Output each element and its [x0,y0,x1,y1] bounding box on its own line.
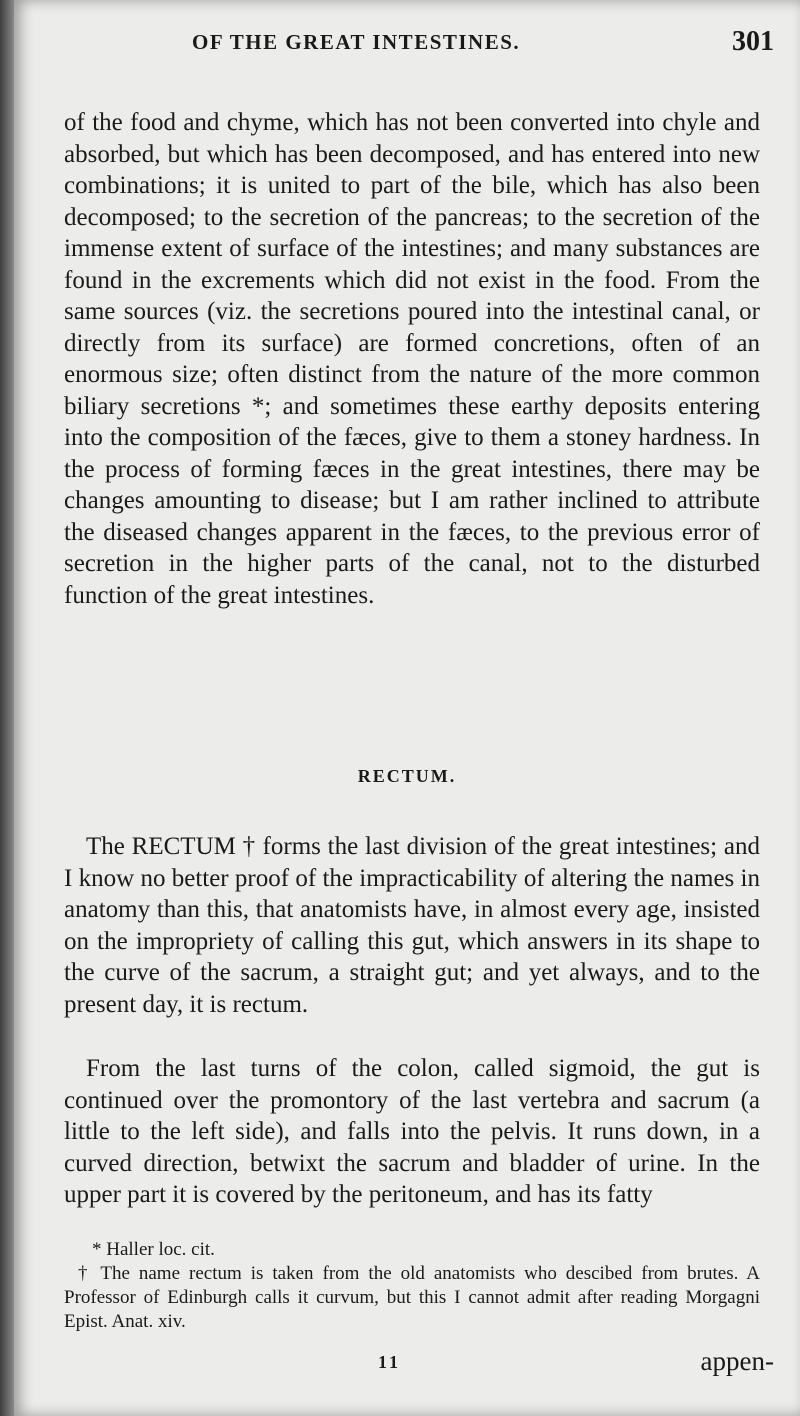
body-paragraph-1: of the food and chyme, which has not been converted into chyle and absorbed, but which has been decomposed, and has entered into new combinations; it is united to part of the bile, which has also been decomposed; to the secretion of the pancreas; to the secretion of the immense extent of surface of the intestines; and many substances are found in the excrements which did not exist in the food. From the same sources (viz. the secretions poured into the intestinal canal, or directly from its surface) are formed concretions, often of an enormous size; often distinct from the nature of the more common biliary secretions *; and sometimes these earthy deposits entering into the composition of the fæces, give to them a stoney hardness. In the process of forming fæces in the great intestines, there may be changes amounting to disease; but I am rather inclined to attribute the diseased changes apparent in the fæces, to the previous error of secretion in the higher parts of the canal, not to the disturbed function of the great intestines. [64,109,760,609]
catchword: appen- [700,1346,774,1376]
section-heading-rectum: RECTUM. [357,766,457,786]
running-title: OF THE GREAT INTESTINES. [192,30,521,54]
footnote-haller: * Haller loc. cit. [92,1239,215,1260]
signature-mark: 11 [378,1352,402,1372]
book-page [14,0,800,1416]
footnote-rectum-name: † The name rectum is taken from the old anatomists who descibed from brutes. A Professor of Edinburgh calls it curvum, but this I cannot admit after reading Morgagni Epist. Anat. xiv. [64,1263,760,1332]
book-gutter-shadow [0,0,14,1416]
running-head [14,26,800,60]
body-paragraph-2: The RECTUM † forms the last division of the great intestines; and I know no better proof of the impracticability of altering the names in anatomy than this, that anatomists have, in almost every age, insisted on the impropriety of calling this gut, which answers in its shape to the curve of the sacrum, a straight gut; and yet always, and to the present day, it is rectum. [64,833,760,1018]
page-number: 301 [732,26,774,57]
body-paragraph-3: From the last turns of the colon, called sigmoid, the gut is continued over the promontory of the last vertebra and sacrum (a little to the left side), and falls into the pelvis. It runs down, in a curved direction, betwixt the sacrum and bladder of urine. In the upper part it is covered by the peritoneum, and has its fatty [64,1055,760,1208]
footnotes [64,1238,760,1334]
